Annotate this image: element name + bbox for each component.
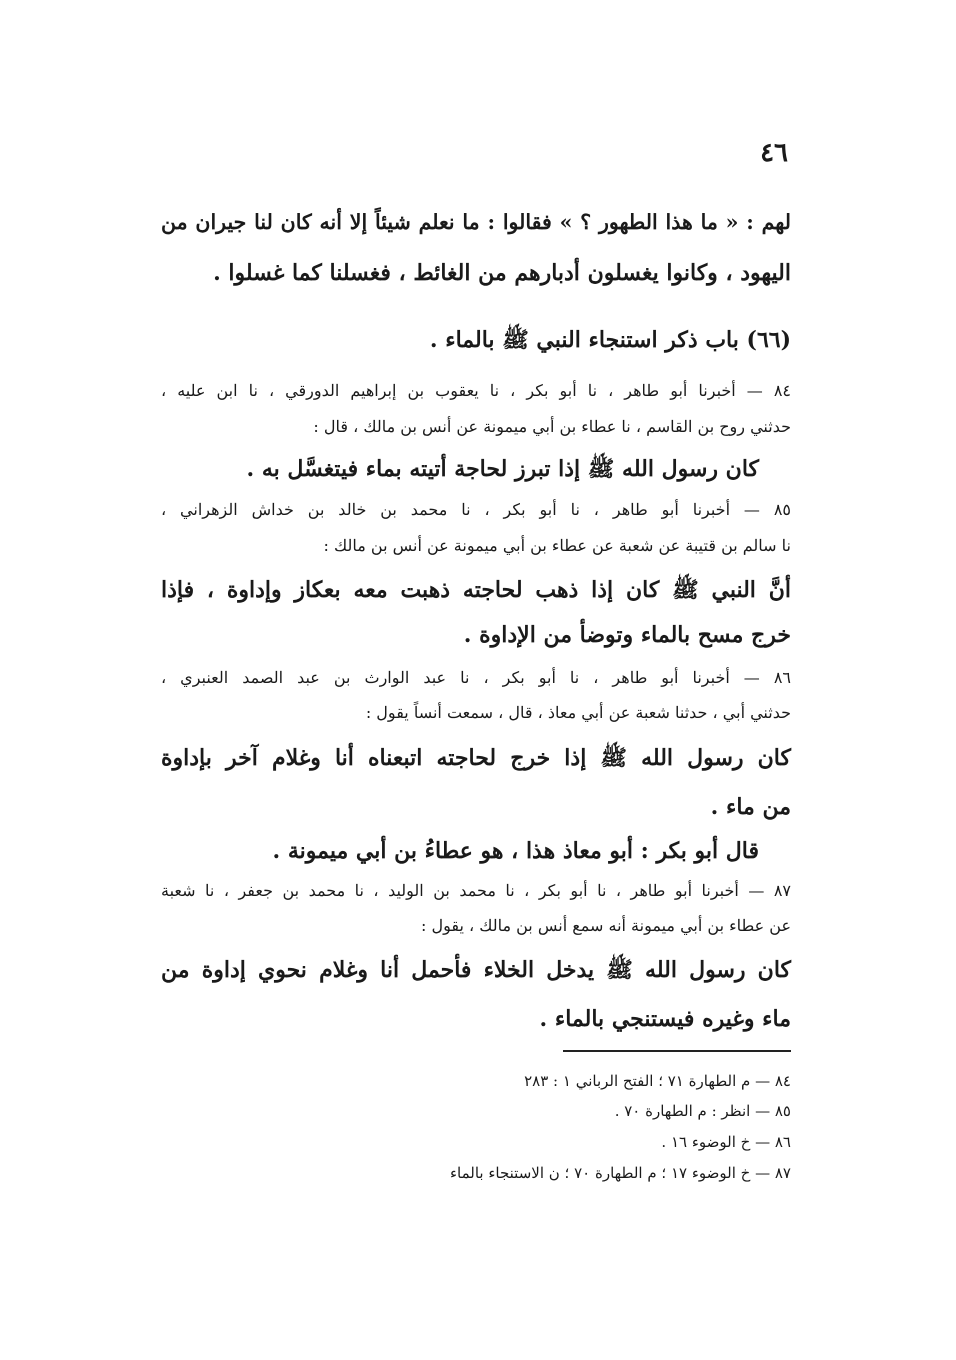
isnad-line: ٨٥ — أخبرنا أبو طاهر ، نا أبو بكر ، نا محمد بن خالد بن خداش الزهراني ، (161, 500, 792, 519)
isnad-line: ٨٦ — أخبرنا أبو طاهر ، نا أبو بكر ، نا عبد الوارث بن عبد الصمد العنبري ، (161, 668, 791, 687)
footnote: ٨٤ — م الطهارة ٧١ ؛ الفتح الرباني ١ : ٢٨٣ (524, 1072, 791, 1090)
page-number: ٤٦ (760, 138, 788, 168)
hadith-line: كان رسول الله ﷺ إذا تبرز لحاجة أتيته بماء فيتغسَّل به . (246, 456, 759, 482)
text-line: لهم : « ما هذا الطهور ؟ » فقالوا : ما نعلم شيئاً إلا أنه كان لنا جيران من (161, 210, 791, 234)
footnote: ٨٥ — انظر : م الطهارة ٧٠ . (614, 1102, 791, 1120)
hadith-line: كان رسول الله ﷺ إذا خرج لحاجته اتبعناه أنا وغلام آخر بإداوة (161, 745, 791, 771)
hadith-line: كان رسول الله ﷺ يدخل الخلاء فأحمل أنا وغلام نحوي إداوة من (161, 957, 791, 983)
isnad-line: نا سالم بن قتيبة عن شعبة عن عطاء بن أبي ميمونة عن أنس بن مالك : (323, 536, 791, 555)
isnad-line: عن عطاء بن أبي ميمونة أنه سمع أنس بن مالك ، يقول : (420, 916, 791, 935)
footnote-divider (563, 1050, 791, 1052)
chapter-heading: (٦٦) باب ذكر استنجاء النبي ﷺ بالماء . (429, 327, 791, 353)
hadith-line: خرج مسح بالماء وتوضأ من الإداوة . (463, 622, 791, 648)
footnote: ٨٧ — خ الوضوء ١٧ ؛ م الطهارة ٧٠ ؛ ن الاستنجاء بالماء (449, 1164, 791, 1182)
isnad-line: حدثني روح بن القاسم ، نا عطاء بن أبي ميمونة عن أنس بن مالك ، قال : (313, 417, 791, 436)
text-line: اليهود ، وكانوا يغسلون أدبارهم من الغائط ، فغسلنا كما غسلوا . (213, 260, 791, 286)
hadith-line: من ماء . (710, 794, 791, 820)
hadith-line: أنَّ النبي ﷺ كان إذا ذهب لحاجته ذهبت معه بعكاز وإداوة ، فإذا (161, 577, 791, 603)
isnad-line: حدثني أبي ، حدثنا شعبة عن أبي معاذ ، قال ، سمعت أنساً يقول : (365, 703, 791, 722)
isnad-line: ٨٤ — أخبرنا أبو طاهر ، نا أبو بكر ، نا يعقوب بن إبراهيم الدورقي ، نا ابن عليه ، (161, 381, 791, 400)
hadith-line: ماء وغيره فيستنجي بالماء . (539, 1006, 791, 1032)
isnad-line: ٨٧ — أخبرنا أبو طاهر ، نا أبو بكر ، نا محمد بن الوليد ، نا محمد بن جعفر ، نا شعبة (161, 881, 791, 900)
footnote: ٨٦ — خ الوضوء ١٦ . (661, 1133, 791, 1151)
commentary-line: قال أبو بكر : أبو معاذ هذا ، هو عطاءُ بن أبي ميمونة . (272, 838, 759, 864)
